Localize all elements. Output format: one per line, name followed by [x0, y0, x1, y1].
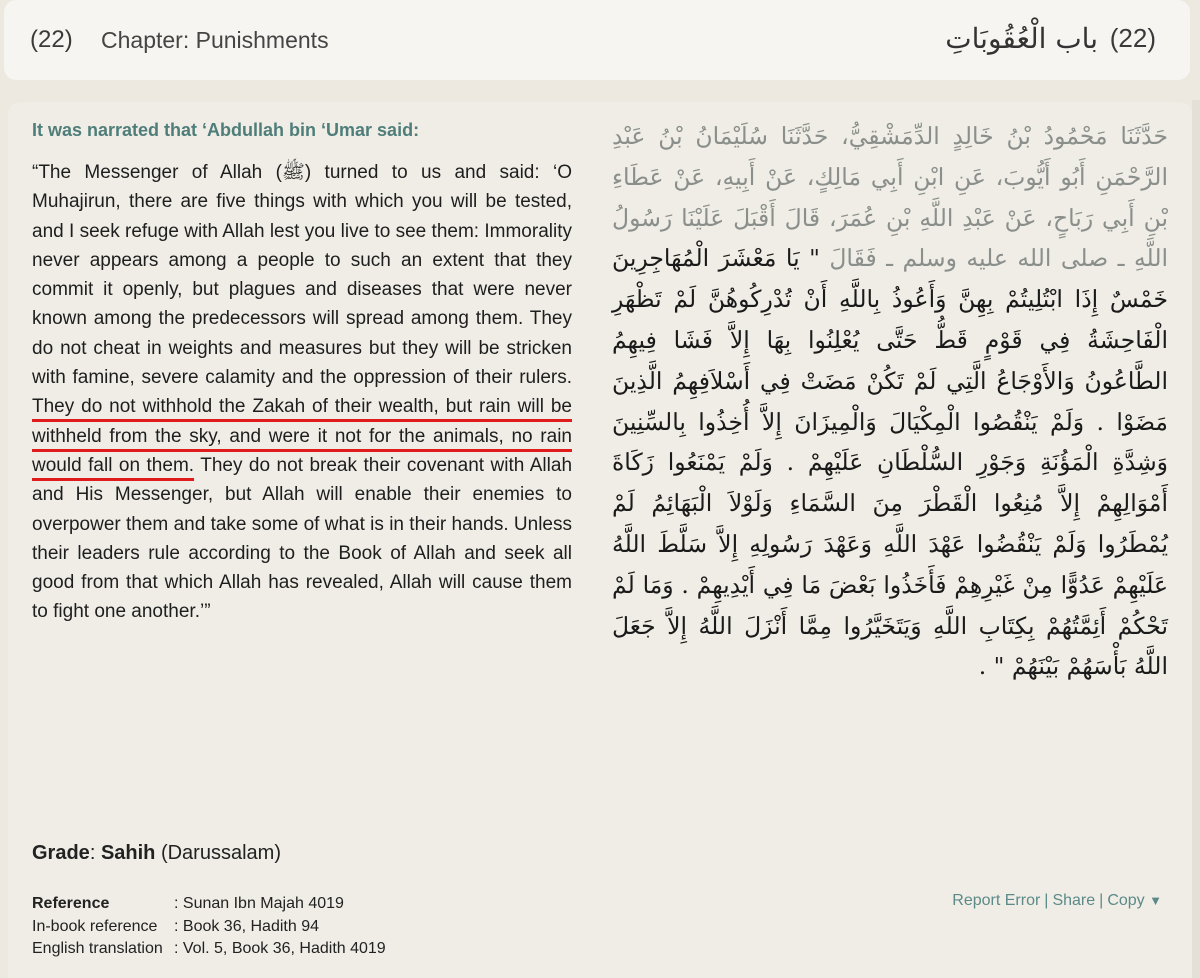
english-text-part: They do not break their covenant with Allah and His Messenger, but Allah will enable their enemies to overpower them and take some of what is in their hands. Unless their leaders rule according to the Book of Allah and seek all good from that which Allah has revealed, Allah will cause them to fight one another.’” [32, 454, 573, 623]
reference-row [32, 893, 386, 916]
english-translation-label: English translation [32, 940, 163, 957]
english-text-part: “The Messenger of Allah (ﷺ) turned to us and said: ‘O Muhajirun, there are five things with which you will be tested, and I seek refuge with Allah lest you live to see them: Immorality never appears among a people to such an extent that they commit it openly, but plagues and diseases that were never known among the predecessors will spread among them. They do not cheat in weights and measures but they will be stricken with famine, severe calamity and the oppression of their rulers. [32, 162, 573, 389]
reference-value: : Sunan Ibn Majah 4019 [174, 895, 344, 912]
grade-label: Grade [32, 842, 90, 864]
share-link[interactable]: Share [1052, 892, 1096, 909]
narrator-line: It was narrated that ‘Abdullah bin ‘Umar said: [32, 120, 420, 140]
copy-link[interactable]: Copy [1107, 892, 1145, 909]
inbook-reference-row [32, 916, 386, 939]
grade-line: Grade: Sahih (Darussalam) [32, 842, 281, 864]
grade-value: Sahih [100, 842, 156, 864]
reference-label: Reference [32, 895, 110, 912]
chapter-title-ar: باب الْعُقُوبَاتِ [945, 22, 1098, 55]
arabic-matn: " يَا مَعْشَرَ الْمُهَاجِرِينَ خَمْسٌ إِذَا ابْتُلِيتُمْ بِهِنَّ وَأَعُوذُ بِاللَّهِ أَنْ تُدْرِكُوهُنَّ لَمْ تَظْهَرِ الْفَاحِشَةُ فِي قَوْمٍ قَطُّ حَتَّى يُعْلِنُوا بِهَا إِلاَّ فَشَا فِيهِمُ الطَّاعُونُ وَالأَوْجَاعُ الَّتِي لَمْ تَكُنْ مَضَتْ فِي أَسْلاَفِهِمُ الَّذِينَ مَضَوْا . وَلَمْ يَنْقُصُوا الْمِكْيَالَ وَالْمِيزَانَ إِلاَّ أُخِذُوا بِالسِّنِينَ وَشِدَّةِ الْمَؤُنَةِ وَجَوْرِ السُّلْطَانِ عَلَيْهِمْ . وَلَمْ يَمْنَعُوا زَكَاةَ أَمْوَالِهِمْ إِلاَّ مُنِعُوا الْقَطْرَ مِنَ السَّمَاءِ وَلَوْلاَ الْبَهَائِمُ لَمْ يُمْطَرُوا وَلَمْ يَنْقُضُوا عَهْدَ اللَّهِ وَعَهْدَ رَسُولِهِ إِلاَّ سَلَّطَ اللَّهُ عَلَيْهِمْ عَدُوًّا مِنْ غَيْرِهِمْ فَأَخَذُوا بَعْضَ مَا فِي أَيْدِيهِمْ . وَمَا لَمْ تَحْكُمْ أَئِمَّتُهُمْ بِكِتَابِ اللَّهِ وَيَتَخَيَّرُوا مِمَّا أَنْزَلَ اللَّهُ إِلاَّ جَعَلَ اللَّهُ بَأْسَهُمْ بَيْنَهُمْ " . [612, 244, 1168, 681]
action-links [952, 892, 1162, 910]
scrollbar[interactable] [1192, 100, 1200, 978]
highlighted-passage: They do not withhold the Zakah of their wealth, but rain will be withheld from the sky, and were it not for the animals, no rain would fall on them. [32, 396, 572, 476]
inbook-reference-label: In-book reference [32, 917, 158, 935]
english-translation-value: : Vol. 5, Book 36, Hadith 4019 [174, 940, 386, 957]
references-block [32, 893, 386, 961]
inbook-reference-value: : Book 36, Hadith 94 [174, 917, 319, 935]
separator: | [1099, 892, 1104, 909]
chapter-title-en: Chapter: Punishments [101, 27, 329, 53]
chapter-number-en: (22) [30, 26, 73, 53]
grade-source: (Darussalam) [160, 842, 281, 864]
copy-dropdown-icon[interactable]: ▼ [1149, 893, 1162, 908]
english-hadith-text [32, 158, 572, 627]
separator: | [1044, 892, 1049, 909]
report-error-link[interactable]: Report Error [952, 892, 1041, 909]
chapter-header [4, 0, 1190, 80]
chapter-number-ar: (22) [1109, 23, 1156, 53]
arabic-isnad: حَدَّثَنَا مَحْمُودُ بْنُ خَالِدٍ الدِّمَشْقِيُّ، حَدَّثَنَا سُلَيْمَانُ بْنُ عَبْدِ الرَّحْمَنِ أَبُو أَيُّوبَ، عَنِ ابْنِ أَبِي مَالِكٍ، عَنْ أَبِيهِ، عَنْ عَطَاءِ بْنِ أَبِي رَبَاحٍ، عَنْ عَبْدِ اللَّهِ بْنِ عُمَرَ، قَالَ أَقْبَلَ عَلَيْنَا رَسُولُ اللَّهِ ـ صلى الله عليه وسلم ـ فَقَالَ [612, 122, 1169, 273]
english-translation-row [32, 938, 386, 961]
arabic-hadith-text [612, 116, 1168, 687]
